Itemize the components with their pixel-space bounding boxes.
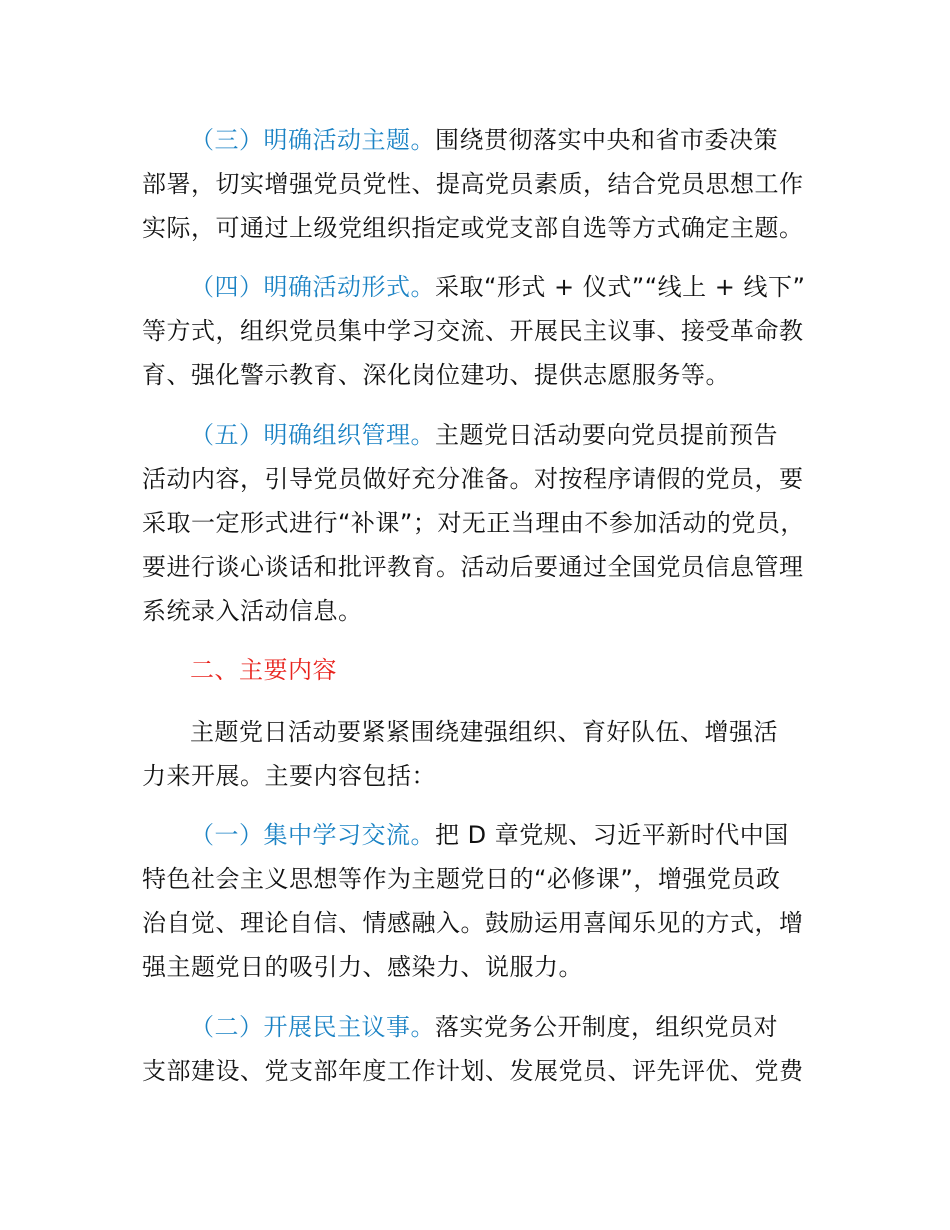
paragraph-line: 强主题党日的吸引力、感染力、说服力。 bbox=[142, 953, 583, 981]
paragraph-line: 要进行谈心谈话和批评教育。活动后要通过全国党员信息管理 bbox=[142, 553, 804, 581]
paragraph-line: 力来开展。主要内容包括： bbox=[142, 762, 436, 790]
paragraph-line bbox=[142, 813, 822, 857]
paragraph-heading: （五）明确组织管理。 bbox=[190, 421, 435, 449]
paragraph-line: 育、强化警示教育、深化岗位建功、提供志愿服务等。 bbox=[142, 361, 730, 389]
paragraph-line: 实际，可通过上级党组织指定或党支部自选等方式确定主题。 bbox=[142, 214, 804, 242]
paragraph-line bbox=[142, 265, 822, 309]
paragraph-line: 支部建设、党支部年度工作计划、发展党员、评先评优、党费 bbox=[142, 1057, 804, 1085]
paragraph-study-exchange bbox=[142, 813, 822, 989]
paragraph-activity-form bbox=[142, 265, 822, 397]
paragraph-line bbox=[142, 118, 822, 162]
paragraph-intro bbox=[142, 710, 822, 798]
section-heading bbox=[142, 648, 822, 692]
paragraph-line: 采取一定形式进行“补课”；对无正当理由不参加活动的党员， bbox=[142, 509, 805, 537]
paragraph-line: 系统录入活动信息。 bbox=[142, 597, 363, 625]
paragraph-activity-theme bbox=[142, 118, 822, 250]
paragraph-heading: （二）开展民主议事。 bbox=[190, 1013, 435, 1041]
section-title: 二、主要内容 bbox=[190, 656, 337, 684]
paragraph-line: 活动内容，引导党员做好充分准备。对按程序请假的党员，要 bbox=[142, 465, 804, 493]
paragraph-text: 把 D 章党规、习近平新时代中国 bbox=[435, 821, 789, 849]
paragraph-heading: （四）明确活动形式。 bbox=[190, 273, 435, 301]
paragraph-text: 采取“形式 + 仪式”“线上 + 线下” bbox=[435, 273, 806, 301]
paragraph-democratic-deliberation bbox=[142, 1005, 822, 1093]
paragraph-line: 部署，切实增强党员党性、提高党员素质，结合党员思想工作 bbox=[142, 170, 804, 198]
paragraph-heading: （一）集中学习交流。 bbox=[190, 821, 435, 849]
paragraph-organization-management bbox=[142, 413, 822, 633]
paragraph-line: 主题党日活动要紧紧围绕建强组织、育好队伍、增强活 bbox=[190, 718, 778, 746]
paragraph-line: 特色社会主义思想等作为主题党日的“必修课”，增强党员政 bbox=[142, 865, 781, 893]
paragraph-text: 围绕贯彻落实中央和省市委决策 bbox=[435, 126, 778, 154]
paragraph-text: 主题党日活动要向党员提前预告 bbox=[435, 421, 778, 449]
paragraph-heading: （三）明确活动主题。 bbox=[190, 126, 435, 154]
paragraph-line: 治自觉、理论自信、情感融入。鼓励运用喜闻乐见的方式，增 bbox=[142, 909, 804, 937]
paragraph-line bbox=[142, 413, 822, 457]
paragraph-line bbox=[142, 1005, 822, 1049]
paragraph-text: 落实党务公开制度，组织党员对 bbox=[435, 1013, 778, 1041]
paragraph-line: 等方式，组织党员集中学习交流、开展民主议事、接受革命教 bbox=[142, 317, 804, 345]
